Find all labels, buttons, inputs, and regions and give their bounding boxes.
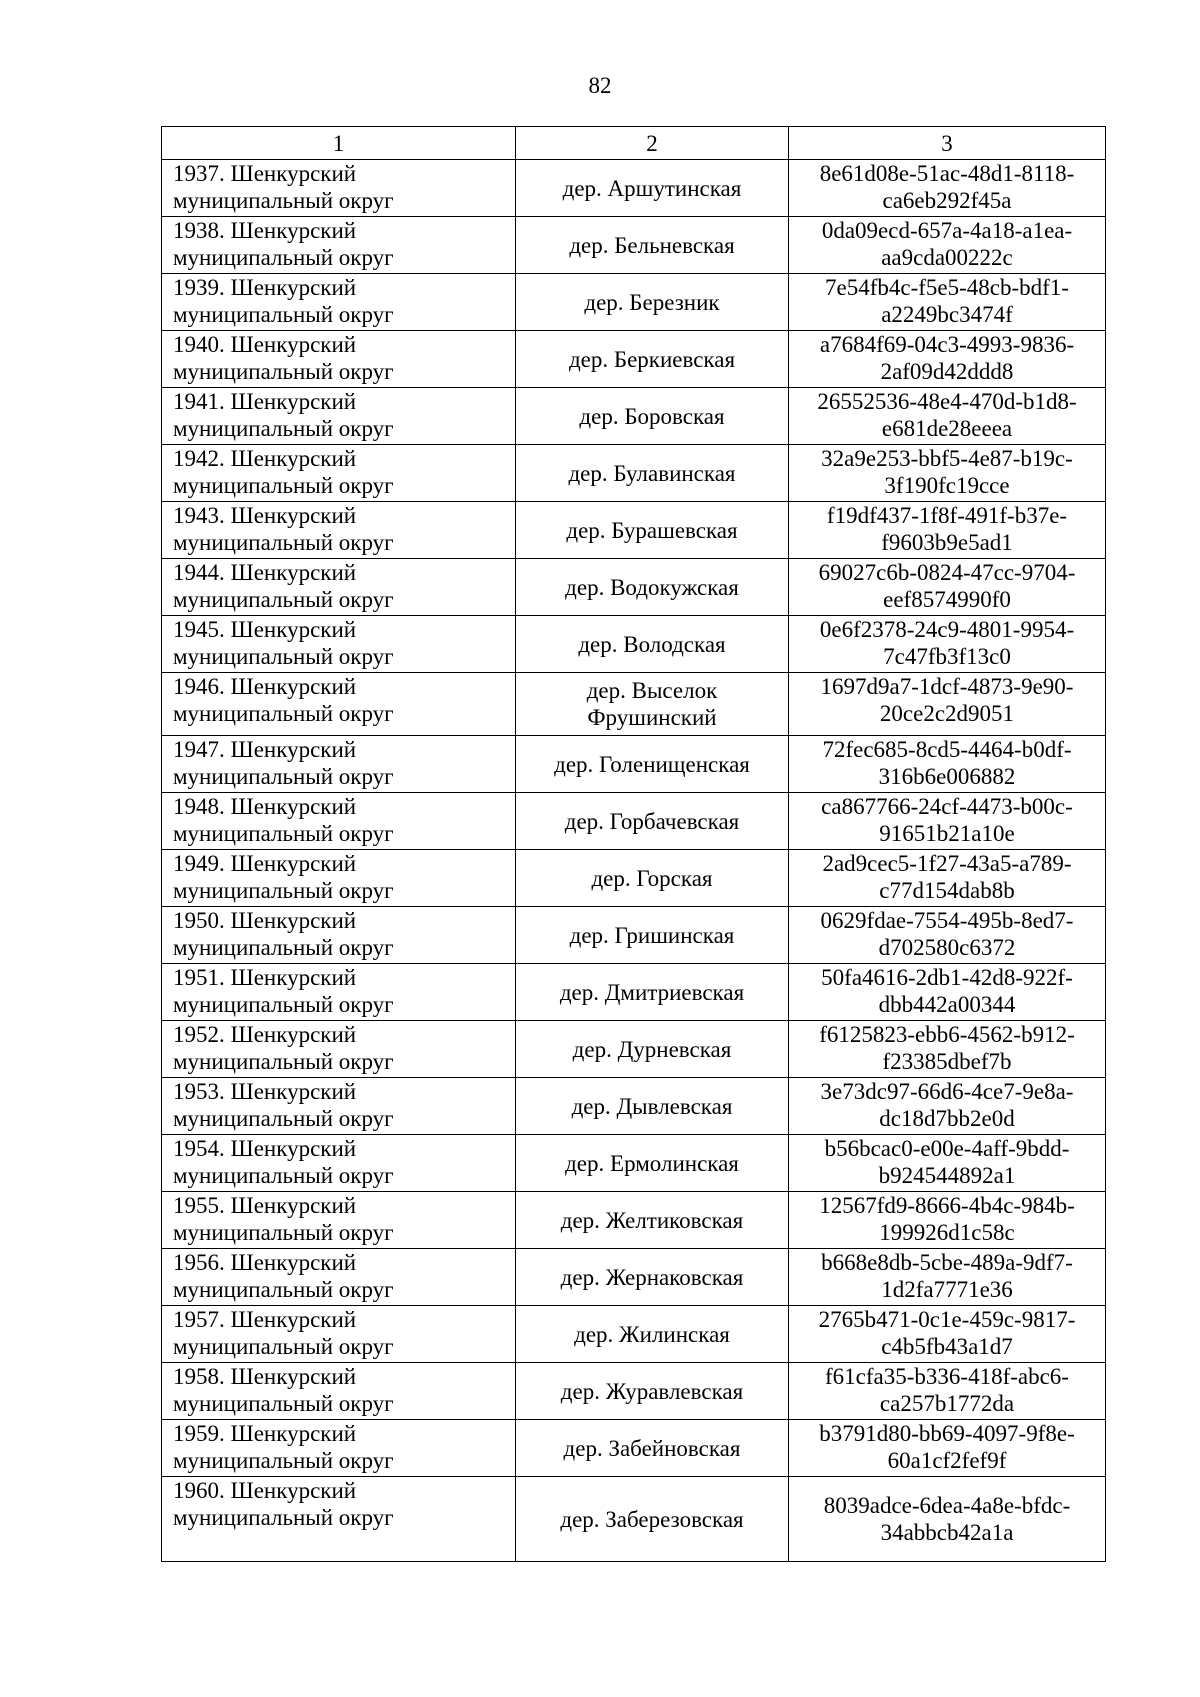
guid-part-2: ca6eb292f45a <box>882 188 1012 213</box>
entry-number: 1945. Шенкурский <box>173 617 357 642</box>
locality-name: дер. Жилинская <box>574 1321 730 1347</box>
district-cell <box>162 1192 516 1249</box>
column-header-2: 2 <box>516 127 789 160</box>
guid-part-2: aa9cda00222c <box>881 245 1013 270</box>
guid-cell <box>789 907 1106 964</box>
guid-part-1: f61cfa35-b336-418f-abc6- <box>825 1364 1069 1389</box>
guid-cell <box>789 1249 1106 1306</box>
district-name: муниципальный округ <box>173 935 394 960</box>
guid-part-1: ca867766-24cf-4473-b00c- <box>821 794 1073 819</box>
district-cell <box>162 559 516 616</box>
guid-part-2: 34abbcb42a1a <box>880 1520 1014 1545</box>
locality-cell <box>516 445 789 502</box>
locality-name: дер. Боровская <box>579 403 725 429</box>
district-cell <box>162 1363 516 1420</box>
guid-cell <box>789 1363 1106 1420</box>
guid-cell <box>789 1306 1106 1363</box>
table-row <box>162 850 1106 907</box>
locality-cell <box>516 217 789 274</box>
table-row <box>162 1078 1106 1135</box>
guid-part-1: 12567fd9-8666-4b4c-984b- <box>819 1193 1075 1218</box>
guid-cell <box>789 1477 1106 1562</box>
locality-cell <box>516 793 789 850</box>
table-row <box>162 673 1106 736</box>
guid-part-1: 0e6f2378-24c9-4801-9954- <box>819 617 1075 642</box>
guid-cell <box>789 850 1106 907</box>
district-cell <box>162 1135 516 1192</box>
district-name: муниципальный округ <box>173 764 394 789</box>
locality-cell <box>516 1306 789 1363</box>
guid-part-1: 3e73dc97-66d6-4ce7-9e8a- <box>820 1079 1074 1104</box>
guid-cell <box>789 1135 1106 1192</box>
guid-part-2: a2249bc3474f <box>881 302 1013 327</box>
table-row <box>162 1363 1106 1420</box>
district-cell <box>162 1477 516 1562</box>
guid-part-1: b3791d80-bb69-4097-9f8e- <box>819 1421 1075 1446</box>
guid-cell <box>789 160 1106 217</box>
entry-number: 1956. Шенкурский <box>173 1250 357 1275</box>
district-cell <box>162 388 516 445</box>
table-row <box>162 217 1106 274</box>
entry-number: 1940. Шенкурский <box>173 332 357 357</box>
guid-part-2: 316b6e006882 <box>878 764 1016 789</box>
locality-cell <box>516 964 789 1021</box>
locality-cell <box>516 1078 789 1135</box>
guid-part-2: eef8574990f0 <box>883 587 1011 612</box>
guid-cell <box>789 1192 1106 1249</box>
district-cell <box>162 736 516 793</box>
guid-part-1: 8e61d08e-51ac-48d1-8118- <box>819 161 1075 186</box>
locality-name: дер. Выселок <box>586 678 718 703</box>
district-name: муниципальный округ <box>173 359 394 384</box>
page-number: 82 <box>588 73 612 98</box>
locality-name: дер. Володская <box>578 631 726 657</box>
table-header-row <box>162 127 1106 160</box>
guid-part-1: a7684f69-04c3-4993-9836- <box>819 332 1075 357</box>
district-name: муниципальный округ <box>173 1391 394 1416</box>
district-cell <box>162 160 516 217</box>
guid-part-2: d702580c6372 <box>878 935 1016 960</box>
table-row <box>162 559 1106 616</box>
table-row <box>162 388 1106 445</box>
guid-part-2: 1d2fa7771e36 <box>881 1277 1013 1302</box>
district-name: муниципальный округ <box>173 245 394 270</box>
table-row <box>162 274 1106 331</box>
entry-number: 1957. Шенкурский <box>173 1307 357 1332</box>
guid-part-2: f9603b9e5ad1 <box>881 530 1013 555</box>
district-name: муниципальный округ <box>173 1277 394 1302</box>
guid-part-2: 20ce2c2d9051 <box>879 701 1015 726</box>
district-cell <box>162 1021 516 1078</box>
column-header-1: 1 <box>162 127 516 160</box>
locality-cell <box>516 616 789 673</box>
entry-number: 1958. Шенкурский <box>173 1364 357 1389</box>
locality-name: дер. Забейновская <box>563 1435 741 1461</box>
district-name: муниципальный округ <box>173 992 394 1017</box>
table-row <box>162 1420 1106 1477</box>
locality-cell <box>516 736 789 793</box>
guid-part-1: f6125823-ebb6-4562-b912- <box>819 1022 1075 1047</box>
guid-part-2: 3f190fc19cce <box>884 473 1010 498</box>
guid-part-1: 2765b471-0c1e-459c-9817- <box>818 1307 1076 1332</box>
guid-part-2: 2af09d42ddd8 <box>880 359 1014 384</box>
guid-cell <box>789 616 1106 673</box>
guid-part-1: f19df437-1f8f-491f-b37e- <box>826 503 1068 528</box>
locality-cell <box>516 1021 789 1078</box>
guid-part-2: f23385dbef7b <box>882 1049 1012 1074</box>
guid-cell <box>789 793 1106 850</box>
district-name: муниципальный округ <box>173 878 394 903</box>
entry-number: 1939. Шенкурский <box>173 275 357 300</box>
district-cell <box>162 673 516 736</box>
locality-name: дер. Жернаковская <box>560 1264 744 1290</box>
entry-number: 1938. Шенкурский <box>173 218 357 243</box>
locality-name: дер. Желтиковская <box>560 1207 744 1233</box>
table-row <box>162 1249 1106 1306</box>
guid-cell <box>789 388 1106 445</box>
locality-cell <box>516 850 789 907</box>
guid-part-1: 32a9e253-bbf5-4e87-b19c- <box>821 446 1073 471</box>
locality-cell <box>516 559 789 616</box>
entry-number: 1951. Шенкурский <box>173 965 357 990</box>
table-row <box>162 1021 1106 1078</box>
table-row <box>162 1306 1106 1363</box>
district-name: муниципальный округ <box>173 821 394 846</box>
district-name: муниципальный округ <box>173 416 394 441</box>
district-cell <box>162 793 516 850</box>
locality-cell <box>516 331 789 388</box>
entry-number: 1941. Шенкурский <box>173 389 357 414</box>
guid-part-1: 1697d9a7-1dcf-4873-9e90- <box>820 674 1074 699</box>
district-name: муниципальный округ <box>173 1220 394 1245</box>
locality-cell <box>516 1192 789 1249</box>
guid-part-2: c4b5fb43a1d7 <box>881 1334 1013 1359</box>
district-name: муниципальный округ <box>173 473 394 498</box>
district-name: муниципальный округ <box>173 587 394 612</box>
locality-name: дер. Булавинская <box>568 460 736 486</box>
district-name: муниципальный округ <box>173 1505 394 1530</box>
guid-part-2: ca257b1772da <box>879 1391 1015 1416</box>
table-row <box>162 1135 1106 1192</box>
guid-cell <box>789 964 1106 1021</box>
guid-cell <box>789 445 1106 502</box>
entry-number: 1959. Шенкурский <box>173 1421 357 1446</box>
guid-part-2: dc18d7bb2e0d <box>879 1106 1015 1131</box>
locality-name-cont: Фрушинский <box>587 705 717 730</box>
district-name: муниципальный округ <box>173 644 394 669</box>
locality-name: дер. Журавлевская <box>560 1378 744 1404</box>
district-name: муниципальный округ <box>173 530 394 555</box>
locality-name: дер. Горская <box>591 865 713 891</box>
district-name: муниципальный округ <box>173 1334 394 1359</box>
locality-cell <box>516 673 789 736</box>
locality-name: дер. Водокужская <box>565 574 739 600</box>
guid-part-1: 0da09ecd-657a-4a18-a1ea- <box>821 218 1073 243</box>
table-row <box>162 793 1106 850</box>
locality-name: дер. Аршутинская <box>562 175 742 201</box>
guid-cell <box>789 736 1106 793</box>
guid-part-1: 2ad9cec5-1f27-43a5-a789- <box>822 851 1072 876</box>
guid-cell <box>789 1420 1106 1477</box>
guid-part-2: 91651b21a10e <box>879 821 1015 846</box>
entry-number: 1953. Шенкурский <box>173 1079 357 1104</box>
district-cell <box>162 850 516 907</box>
locality-name: дер. Голенищенская <box>554 751 750 777</box>
table-row <box>162 1192 1106 1249</box>
guid-part-2: e681de28eeea <box>881 416 1013 441</box>
district-cell <box>162 964 516 1021</box>
entry-number: 1944. Шенкурский <box>173 560 357 585</box>
guid-cell <box>789 502 1106 559</box>
locality-name: дер. Заберезовская <box>560 1506 744 1532</box>
guid-cell <box>789 1078 1106 1135</box>
table-row <box>162 964 1106 1021</box>
table-row <box>162 1477 1106 1562</box>
entry-number: 1947. Шенкурский <box>173 737 357 762</box>
entry-number: 1943. Шенкурский <box>173 503 357 528</box>
entry-number: 1960. Шенкурский <box>173 1478 357 1503</box>
entry-number: 1955. Шенкурский <box>173 1193 357 1218</box>
guid-part-1: b56bcac0-e00e-4aff-9bdd- <box>824 1136 1070 1161</box>
guid-cell <box>789 217 1106 274</box>
entry-number: 1937. Шенкурский <box>173 161 357 186</box>
district-cell <box>162 1306 516 1363</box>
district-cell <box>162 217 516 274</box>
guid-cell <box>789 559 1106 616</box>
entry-number: 1942. Шенкурский <box>173 446 357 471</box>
entry-number: 1950. Шенкурский <box>173 908 357 933</box>
guid-part-1: 0629fdae-7554-495b-8ed7- <box>820 908 1074 933</box>
locality-name: дер. Бельневская <box>569 232 735 258</box>
entry-number: 1946. Шенкурский <box>173 674 357 699</box>
locality-cell <box>516 1135 789 1192</box>
guid-cell <box>789 673 1106 736</box>
guid-cell <box>789 331 1106 388</box>
entry-number: 1949. Шенкурский <box>173 851 357 876</box>
table-row <box>162 736 1106 793</box>
guid-cell <box>789 274 1106 331</box>
table-body <box>162 160 1106 1562</box>
locality-name: дер. Березник <box>584 289 720 315</box>
district-cell <box>162 1078 516 1135</box>
guid-part-1: 26552536-48e4-470d-b1d8- <box>817 389 1077 414</box>
district-cell <box>162 445 516 502</box>
district-name: муниципальный округ <box>173 1448 394 1473</box>
district-cell <box>162 616 516 673</box>
locality-name: дер. Бурашевская <box>566 517 738 543</box>
district-name: муниципальный округ <box>173 188 394 213</box>
locality-cell <box>516 160 789 217</box>
table-row <box>162 616 1106 673</box>
table-row <box>162 160 1106 217</box>
table-row <box>162 445 1106 502</box>
locality-cell <box>516 1477 789 1562</box>
locality-name: дер. Дывлевская <box>571 1093 733 1119</box>
entry-number: 1952. Шенкурский <box>173 1022 357 1047</box>
guid-part-1: b668e8db-5cbe-489a-9df7- <box>821 1250 1073 1275</box>
locality-name: дер. Горбачевская <box>564 808 740 834</box>
column-header-3: 3 <box>789 127 1106 160</box>
district-name: муниципальный округ <box>173 302 394 327</box>
locality-cell <box>516 907 789 964</box>
locality-name: дер. Дурневская <box>572 1036 732 1062</box>
district-cell <box>162 1249 516 1306</box>
locality-name: дер. Гришинская <box>569 922 735 948</box>
district-name: муниципальный округ <box>173 1163 394 1188</box>
registry-table <box>161 126 1106 1562</box>
district-cell <box>162 907 516 964</box>
locality-name: дер. Ермолинская <box>565 1150 739 1176</box>
entry-number: 1954. Шенкурский <box>173 1136 357 1161</box>
district-name: муниципальный округ <box>173 1049 394 1074</box>
guid-part-1: 72fec685-8cd5-4464-b0df- <box>822 737 1072 762</box>
guid-part-1: 69027c6b-0824-47cc-9704- <box>818 560 1076 585</box>
locality-cell <box>516 1420 789 1477</box>
guid-part-2: 7c47fb3f13c0 <box>883 644 1011 669</box>
district-cell <box>162 1420 516 1477</box>
district-name: муниципальный округ <box>173 701 394 726</box>
locality-cell <box>516 502 789 559</box>
locality-cell <box>516 388 789 445</box>
locality-cell <box>516 274 789 331</box>
table-row <box>162 502 1106 559</box>
table-row <box>162 907 1106 964</box>
guid-part-1: 7e54fb4c-f5e5-48cb-bdf1- <box>825 275 1069 300</box>
guid-part-1: 8039adce-6dea-4a8e-bfdc- <box>823 1493 1071 1518</box>
district-name: муниципальный округ <box>173 1106 394 1131</box>
district-cell <box>162 331 516 388</box>
guid-part-2: b924544892a1 <box>878 1163 1016 1188</box>
guid-part-1: 50fa4616-2db1-42d8-922f- <box>821 965 1073 990</box>
district-cell <box>162 502 516 559</box>
guid-part-2: 60a1cf2fef9f <box>887 1448 1007 1473</box>
entry-number: 1948. Шенкурский <box>173 794 357 819</box>
locality-cell <box>516 1249 789 1306</box>
table-row <box>162 331 1106 388</box>
locality-name: дер. Беркиевская <box>568 346 736 372</box>
guid-part-2: 199926d1c58c <box>879 1220 1015 1245</box>
locality-cell <box>516 1363 789 1420</box>
guid-part-2: dbb442a00344 <box>878 992 1016 1017</box>
guid-cell <box>789 1021 1106 1078</box>
guid-part-2: c77d154dab8b <box>879 878 1015 903</box>
district-cell <box>162 274 516 331</box>
locality-name: дер. Дмитриевская <box>559 979 745 1005</box>
